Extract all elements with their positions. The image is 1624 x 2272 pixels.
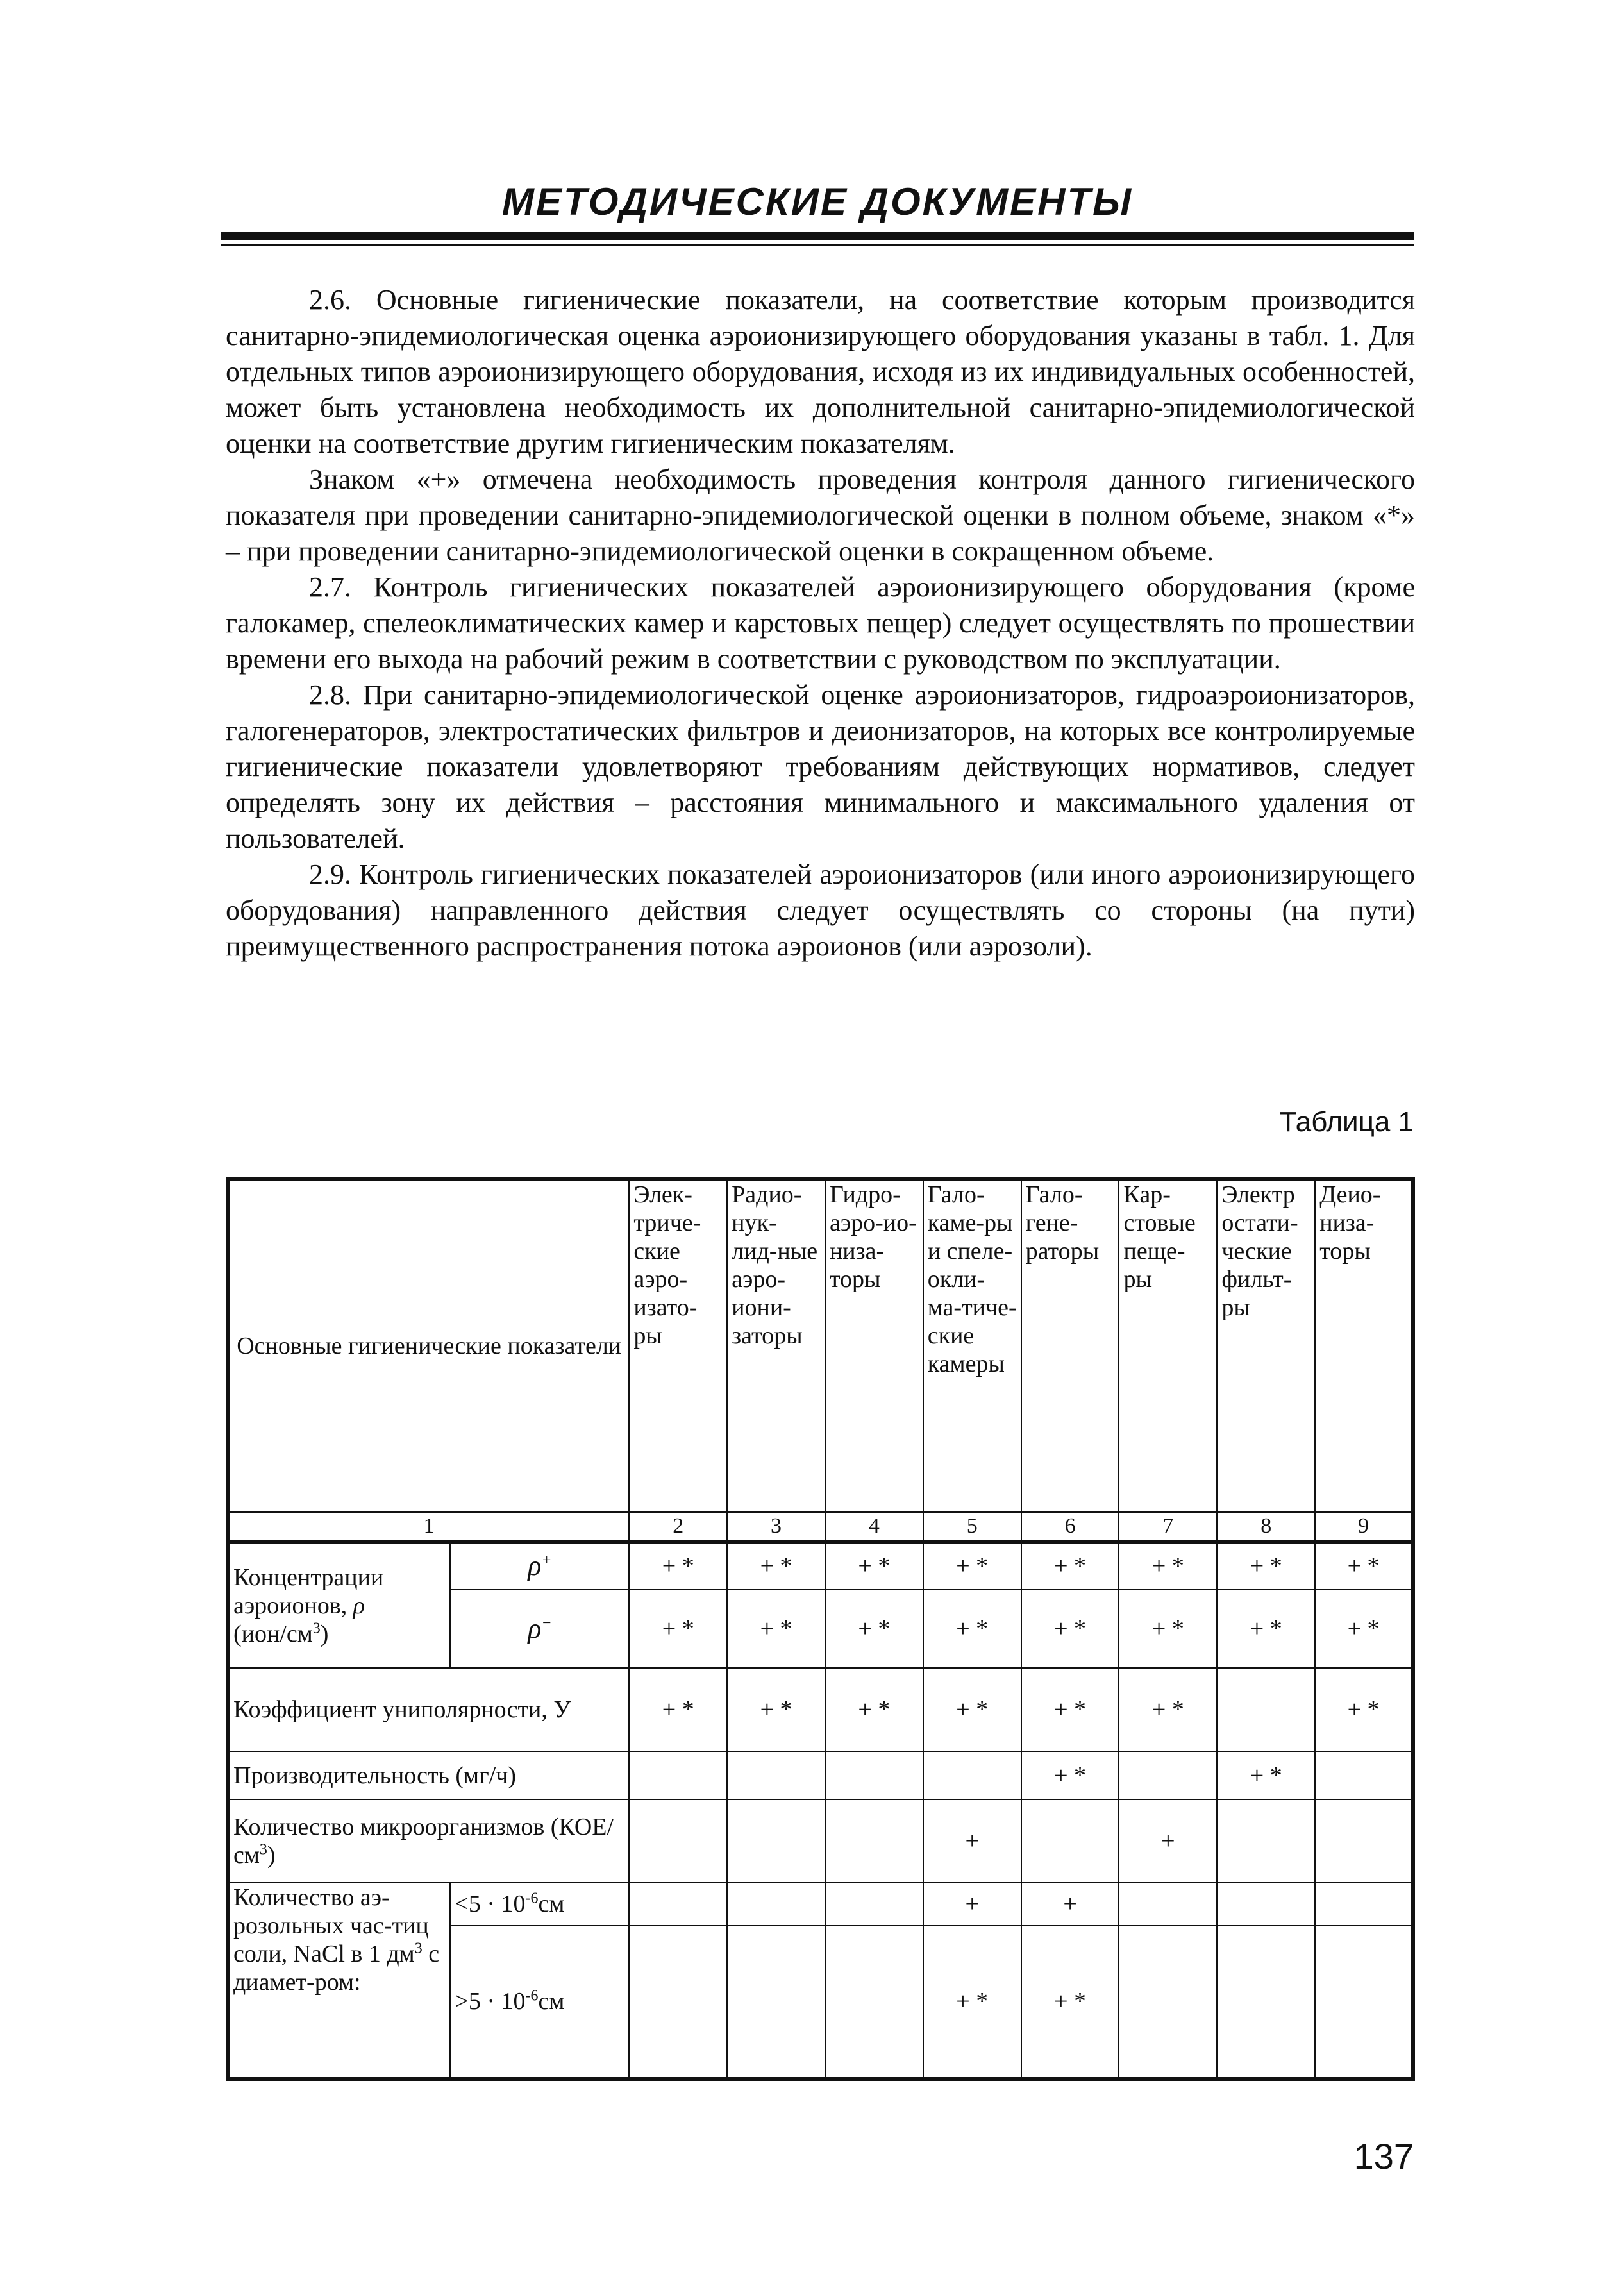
table-cell [1315,1926,1413,2079]
table-cell: + * [1217,1542,1315,1590]
table-cell: + * [1021,1926,1119,2079]
header-rule-thick [221,232,1414,240]
diameter-small-label: $<5 \cdot 10^{-6}см$ [450,1883,629,1926]
table-cell: + * [1119,1590,1217,1669]
column-header: Деио-низа-торы [1315,1179,1413,1512]
column-header: Гидро-аэро-ио-низа-торы [825,1179,923,1512]
table-cell: + * [629,1590,727,1669]
table-row [228,1799,1413,1883]
column-number: 1 [228,1512,629,1542]
column-header: Гало-каме-ры и спеле-окли-ма-тиче-ские камеры [923,1179,1021,1512]
row-label-concentration: Концентрации аэроионов, ρ $(ион/см^3)$ [228,1542,450,1669]
column-header: Кар-стовые пеще-ры [1119,1179,1217,1512]
paragraph-signs: Знаком «+» отмечена необходимость проведения контроля данного гигиенического показателя при проведении санитарно-эпидемиологической оценки в полном объеме, знаком «*» – при проведении санитарно-эпидемиологической оценки в сокращенном объеме. [226,464,1415,567]
paragraph-2-7: 2.7. Контроль гигиенических показателей аэроионизирующего оборудования (кроме галокамер, спелеоклиматических камер и карстовых пещер) следует осуществлять по прошествии времени его выхода на рабочий режим в соответствии с руководством по эксплуатации. [226,571,1415,675]
column-number: 5 [923,1512,1021,1542]
table-cell [1021,1799,1119,1883]
table-cell [1217,1668,1315,1751]
row-label-coefficient: Коэффициент униполярности, У [228,1668,629,1751]
table-cell: + * [923,1542,1021,1590]
row-label-productivity: Производительность (мг/ч) [228,1751,629,1799]
rho-minus-label: ρ− [450,1590,629,1669]
paragraph-2-8: 2.8. При санитарно-эпидемиологической оценке аэроионизаторов, гидроаэроионизаторов, галогенераторов, электростатических фильтров и деионизаторов, на которых все контролируемые гигиенические показатели удовлетворяют требованиям действующих нормативов, следует определять зону их действия – расстояния минимального и максимального удаления от пользователей. [226,679,1415,854]
table-caption: Таблица 1 [1279,1106,1414,1138]
header-main-cell: Основные гигиенические показатели [228,1179,629,1512]
table-cell: + * [727,1668,825,1751]
table-cell: + * [629,1542,727,1590]
table-cell: + * [1021,1542,1119,1590]
table-cell: + * [1217,1590,1315,1669]
column-header: Электр остати-ческие фильт-ры [1217,1179,1315,1512]
table-header-row [228,1179,1413,1512]
table-cell [923,1751,1021,1799]
table-cell: + * [923,1926,1021,2079]
column-number: 9 [1315,1512,1413,1542]
table-cell [825,1883,923,1926]
table-cell: + * [1021,1590,1119,1669]
column-number: 8 [1217,1512,1315,1542]
table-cell: + * [727,1590,825,1669]
table-cell: + * [923,1668,1021,1751]
table-cell: + * [1021,1668,1119,1751]
column-number: 3 [727,1512,825,1542]
row-label-microorganisms: Количество микроорганизмов $(КОЕ/см^3)$ [228,1799,629,1883]
table-cell [825,1799,923,1883]
table-cell: + * [727,1542,825,1590]
column-header: Элек-триче-ские аэро-изато-ры [629,1179,727,1512]
table-cell: + * [923,1590,1021,1669]
table-cell [825,1751,923,1799]
table-cell [727,1883,825,1926]
table-row [228,1542,1413,1590]
rho-symbol: ρ [353,1592,365,1619]
table-cell: + * [825,1590,923,1669]
table-cell: + * [1315,1668,1413,1751]
table-cell [629,1799,727,1883]
table-cell: + * [1119,1542,1217,1590]
row-label-aerosol: Количество аэ-розольных час-тиц соли, NaCl в 1 $дм^3$ с диамет-ром: [228,1883,450,2079]
table-cell: + * [1217,1751,1315,1799]
column-number: 4 [825,1512,923,1542]
table-cell: + * [825,1542,923,1590]
table-cell: + * [1315,1590,1413,1669]
column-header: Радио-нук-лид-ные аэро-иони-заторы [727,1179,825,1512]
paragraph-2-6: 2.6. Основные гигиенические показатели, на соответствие которым производится санитарно-эпидемиологическая оценка аэроионизирующего оборудования указаны в табл. 1. Для отдельных типов аэроионизирующего оборудования, исходя из их индивидуальных особенностей, может быть установлена необходимость их дополнительной санитарно-эпидемиологической оценки на соответствие другим гигиеническим показателям. [226,284,1415,459]
column-number: 7 [1119,1512,1217,1542]
table-cell [1315,1751,1413,1799]
table-cell: + * [1119,1668,1217,1751]
table-cell [1315,1883,1413,1926]
table-cell [1315,1799,1413,1883]
table-cell [629,1751,727,1799]
table-cell [1217,1799,1315,1883]
table-cell: + * [825,1668,923,1751]
column-number-row [228,1512,1413,1542]
column-header: Гало-гене-раторы [1021,1179,1119,1512]
table-cell [1217,1883,1315,1926]
table-cell [727,1799,825,1883]
table-cell [629,1883,727,1926]
rho-plus-label: ρ+ [450,1542,629,1590]
table-cell: + [1119,1799,1217,1883]
body-text [226,282,1415,964]
table-row [228,1883,1413,1926]
table-cell [1119,1926,1217,2079]
table-row [228,1668,1413,1751]
table-cell [1119,1883,1217,1926]
paragraph-2-9: 2.9. Контроль гигиенических показателей аэроионизаторов (или иного аэроионизирующего оборудования) направленного действия следует осуществлять со стороны (на пути) преимущественного распространения потока аэроионов (или аэрозоли). [226,859,1415,962]
header-rule-thin [221,244,1414,246]
table-cell [727,1926,825,2079]
table-cell: + [923,1799,1021,1883]
table-cell: + * [629,1668,727,1751]
table-cell [1217,1926,1315,2079]
column-number: 6 [1021,1512,1119,1542]
diameter-large-label: $>5 \cdot 10^{-6}см$ [450,1926,629,2079]
table-cell [727,1751,825,1799]
table-cell [629,1926,727,2079]
hygiene-indicators-table [226,1177,1415,2081]
table-cell [825,1926,923,2079]
page-number: 137 [1353,2136,1414,2176]
table-cell: + [923,1883,1021,1926]
table-cell: + [1021,1883,1119,1926]
table-row [228,1751,1413,1799]
table-cell: + * [1315,1542,1413,1590]
table-cell [1119,1751,1217,1799]
section-title: МЕТОДИЧЕСКИЕ ДОКУМЕНТЫ [501,180,1134,223]
column-number: 2 [629,1512,727,1542]
table-cell: + * [1021,1751,1119,1799]
